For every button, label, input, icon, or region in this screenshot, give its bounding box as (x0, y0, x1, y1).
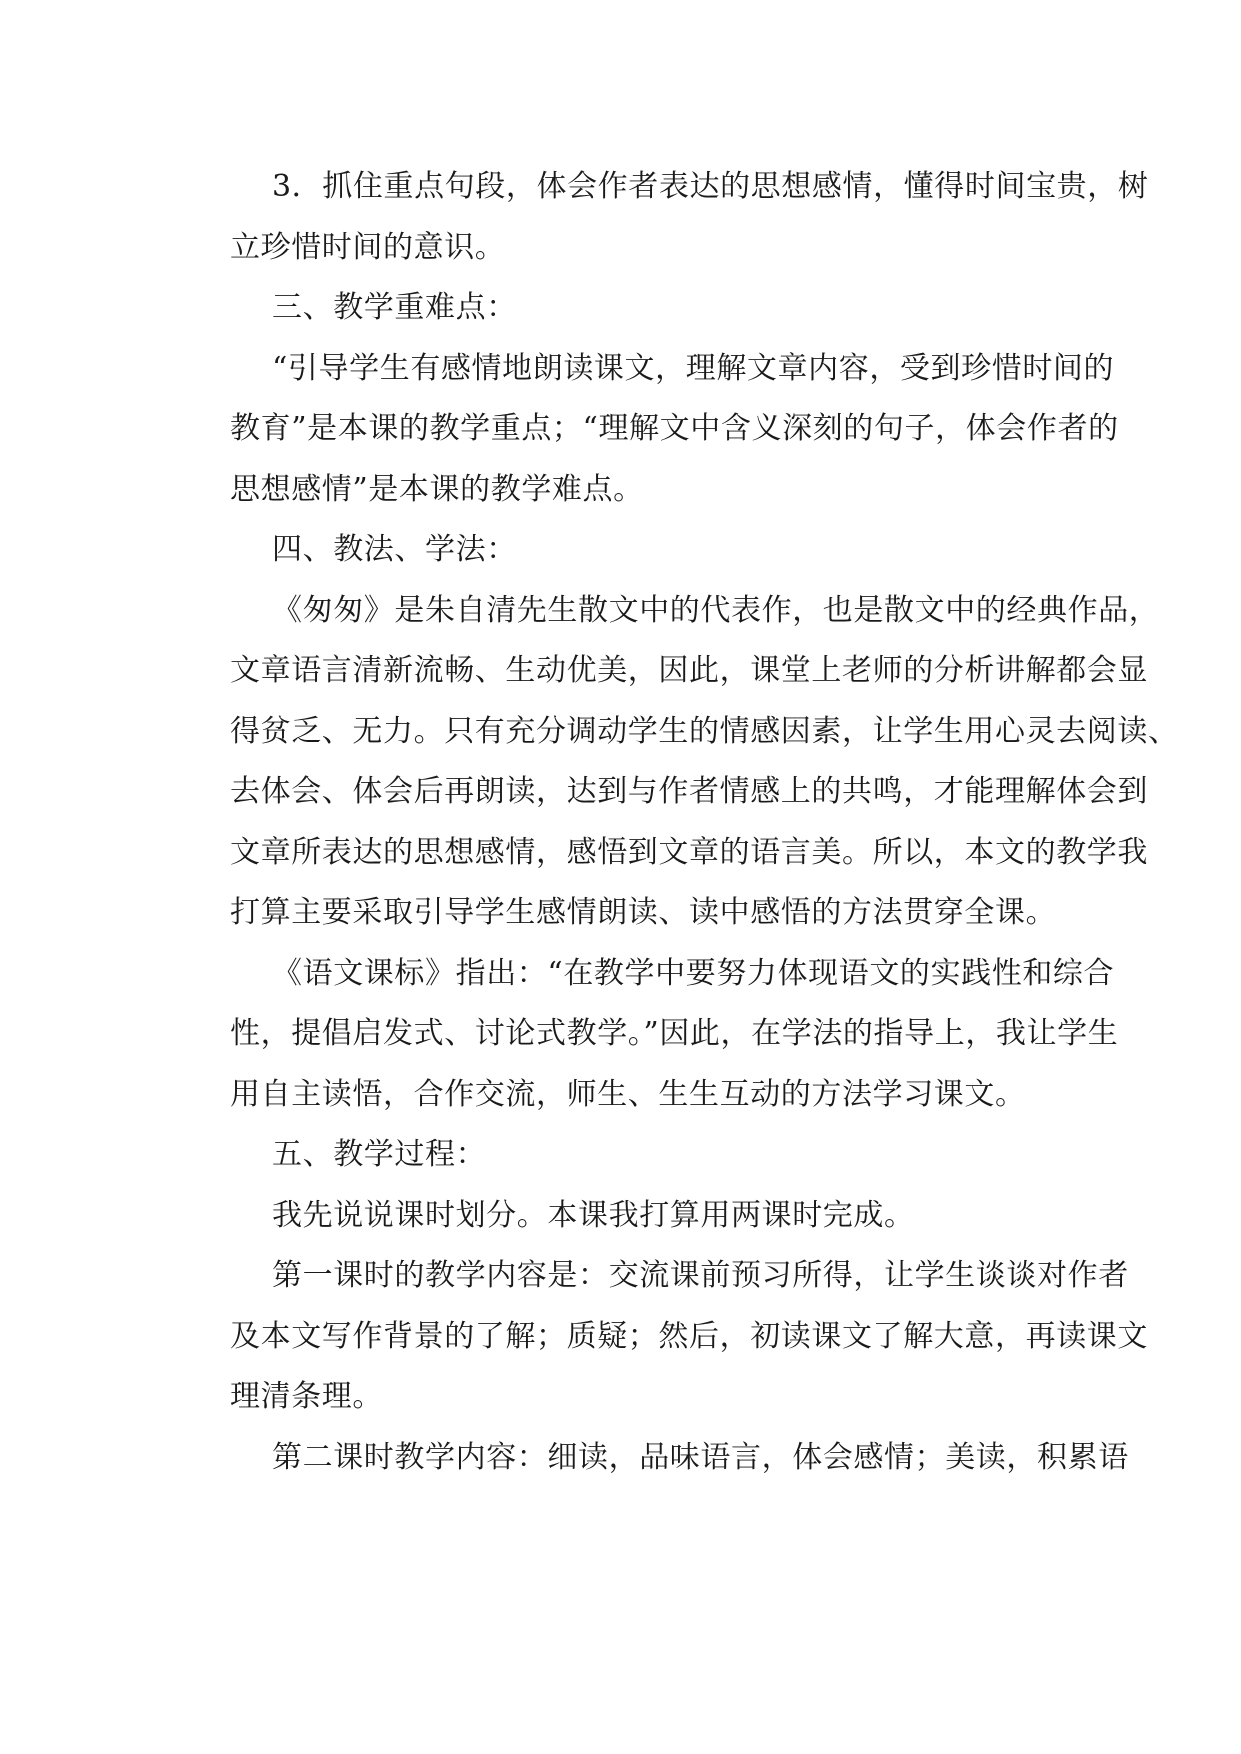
paragraph-lesson-division (188, 1186, 1054, 1247)
text-line: 理清条理。 (230, 1379, 383, 1414)
text-line: 四、教法、学法： (272, 532, 517, 567)
text-line: 文章语言清新流畅、生动优美，因此，课堂上老师的分析讲解都会显 (230, 653, 1148, 688)
text-line: 第二课时教学内容：细读，品味语言，体会感情；美读，积累语 (272, 1439, 1129, 1475)
text-line: 《匆匆》是朱自清先生散文中的代表作，也是散文中的经典作品， (272, 592, 1160, 628)
text-line: 教育”是本课的教学重点；“理解文中含义深刻的句子，体会作者的 (230, 411, 1119, 446)
text-line: 立珍惜时间的意识。 (230, 229, 506, 265)
text-line: 用自主读悟，合作交流，师生、生生互动的方法学习课文。 (230, 1076, 1026, 1112)
text-line: 3．抓住重点句段，体会作者表达的思想感情，懂得时间宝贵，树 (272, 169, 1149, 204)
text-line: 第一课时的教学内容是：交流课前预习所得，让学生谈谈对作者 (272, 1258, 1129, 1293)
text-line: 我先说说课时划分。本课我打算用两课时完成。 (272, 1197, 915, 1233)
paragraph-methods (188, 581, 1179, 944)
paragraph-objective-3 (188, 157, 1149, 278)
text-line: 去体会、体会后再朗读，达到与作者情感上的共鸣，才能理解体会到 (230, 774, 1148, 809)
section-heading-key-points (188, 278, 1054, 339)
text-line: 得贫乏、无力。只有充分调动学生的情感因素，让学生用心灵去阅读、 (230, 713, 1179, 749)
document-body (188, 157, 1179, 1488)
text-line: 及本文写作背景的了解；质疑；然后，初读课文了解大意，再读课文 (230, 1318, 1148, 1354)
paragraph-first-lesson (188, 1246, 1148, 1428)
text-line: 打算主要采取引导学生感情朗读、读中感悟的方法贯穿全课。 (230, 895, 1057, 930)
paragraph-curriculum-standard (188, 944, 1119, 1126)
text-line: 性，提倡启发式、讨论式教学。”因此，在学法的指导上，我让学生 (230, 1016, 1119, 1051)
text-line: 三、教学重难点： (272, 290, 517, 325)
text-line: 《语文课标》指出：“在教学中要努力体现语文的实践性和综合 (272, 955, 1115, 991)
text-line: 文章所表达的思想感情，感悟到文章的语言美。所以，本文的教学我 (230, 834, 1148, 870)
section-heading-process (188, 1125, 1054, 1186)
text-line: “引导学生有感情地朗读课文，理解文章内容，受到珍惜时间的 (272, 350, 1115, 386)
paragraph-key-points (188, 339, 1119, 521)
paragraph-second-lesson (188, 1428, 1129, 1489)
text-line: 五、教学过程： (272, 1137, 487, 1172)
text-line: 思想感情”是本课的教学难点。 (230, 471, 644, 507)
section-heading-methods (188, 520, 1054, 581)
